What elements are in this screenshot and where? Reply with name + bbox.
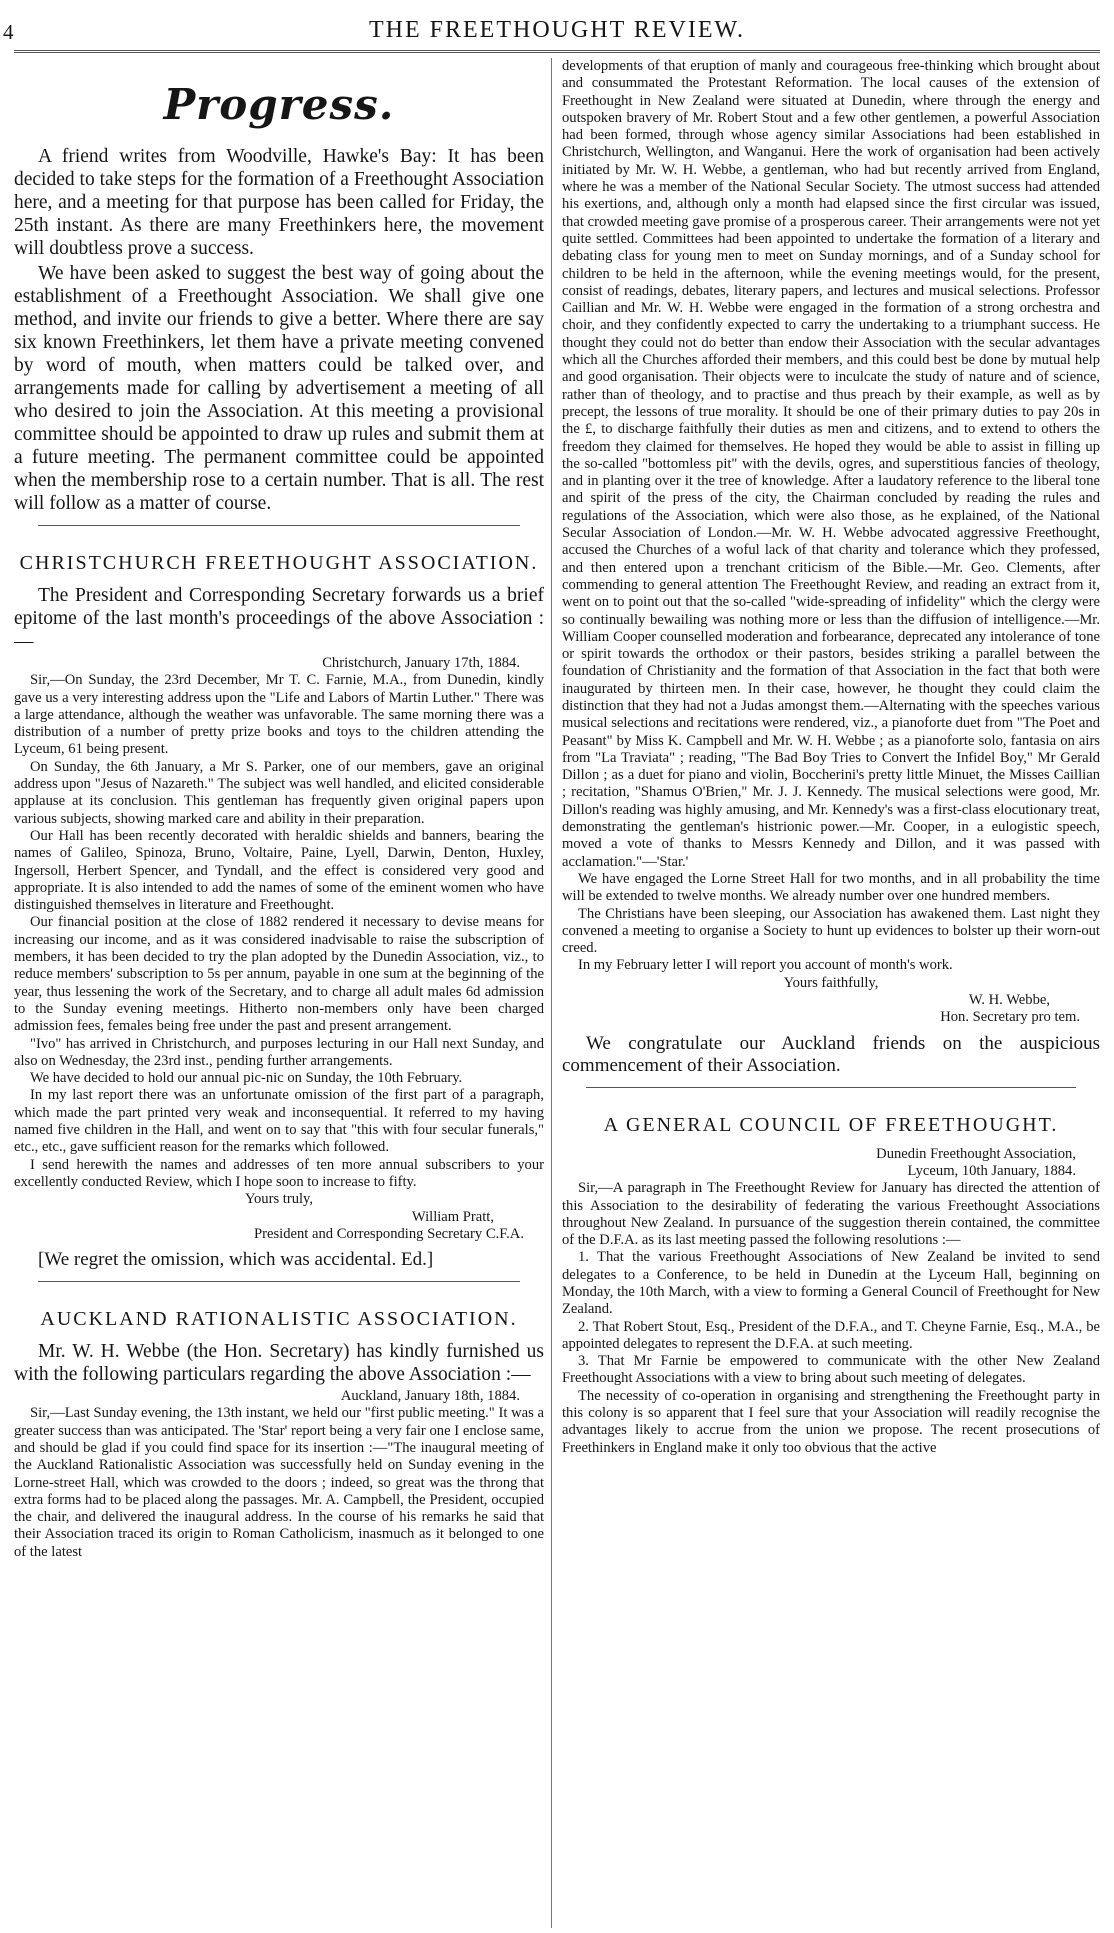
auckland-intro-block [14,1340,544,1386]
progress-title: Progress. [163,80,395,129]
letter-signer-title: Hon. Secretary pro tem. [940,1009,1080,1026]
christchurch-heading: CHRISTCHURCH FREETHOUGHT ASSOCIATION. [19,552,539,574]
letter-paragraph: On Sunday, the 6th January, a Mr S. Parker, one of our members, gave an original address upon "Jesus of Nazareth." The subject was well handled, and elicited considerable applause at its conclusion. This gentleman has frequently given original papers upon various subjects, showing marked care and ability in their preparation. [14,758,544,827]
council-dateline: Dunedin Freethought Association, [876,1145,1076,1162]
letter-paragraph: The necessity of co-operation in organising and strengthening the Freethought party in this colony is so apparent that I feel sure that your Association will readily recognise the advantages likely to accrue from the union we propose. The recent prosecutions of Freethinkers in England make it only too obvious that the active [562,1387,1100,1456]
page-number: 4 [3,20,14,44]
masthead: THE FREETHOUGHT REVIEW. [369,17,745,43]
letter-paragraph: developments of that eruption of manly and courageous free-thinking which brought about and consummated the Protestant Reformation. The local causes of the extension of Freethought in New Zealand were situated at Dunedin, where through the energy and outspoken bravery of Mr. Robert Stout and a few other gentlemen, a powerful Association had been formed, through whose agency similar Associations had been established in Christchurch, Wellington, and Wanganui. Here the work of organisation had been actively initiated by Mr. W. H. Webbe, a gentleman, who had but recently arrived from England, where he was a member of the National Secular Society. The utmost success had attended his exertions, and, although only a month had elapsed since the first circular was issued, that crowded meeting gave promise of a prosperous career. Their arrangements were not yet quite settled. Committees had been appointed to undertake the formation of a literary and debating class for young men to meet on Sunday mornings, and of a Sunday school for children to be held in the afternoon, while the evening meetings would, for the present, consist of readings, debates, literary papers, and lectures and musical selections. Professor Caillian and Mr. W. H. Webbe were engaged in the formation of a strong orchestra and choir, and they confidently expected to carry the undertaking to a triumphant success. He thought they could not do better than endow their Association with the secular advantages which all the Churches afforded their members, and this could best be done by mutual help and good organisation. Their objects were to inculcate the study of nature and of science, rather than of theology, and to practise and thus preach by their example, as well as by precept, the lessons of true morality. It should be one of their primary duties to pay 20s in the £, to discharge faithfully their duties as men and citizens, and to extend to others the freedom they claimed for themselves. He hoped they would be able to assist in filling up the so-called "bottomless pit" with the devils, ogres, and superstitious fancies of theology, and in planting over it the tree of knowledge. After a laudatory reference to the liberal tone and spirit of the press of the city, the Chairman concluded by reading the rules and regulations of the Association, which were also those, as he explained, of the National Secular Association of London.—Mr. W. H. Webbe advocated aggressive Freethought, accused the Churches of a woful lack of that charity and tolerance which they professed, and then entered upon a trenchant criticism of the Bible.—Mr. Geo. Clements, after commending to general attention The Freethought Review, and reading an extract from it, went on to point out that the so-called "wide-spreading of infidelity" which the clergy were so continually bewailing was nothing more or less than the diffusion of intelligence.—Mr. William Cooper counselled moderation and forbearance, deprecated any intolerance of tone or spirit towards the orthodox or their pastors, besides striking a parallel between the foundation of Christianity and the formation of that Association in the fact that both were inaugurated by thirteen men. In their case, however, he thought they could claim the distinction that they had not a Judas amongst them.—Alternating with the speeches various musical selections and recitations were rendered, viz., a pianoforte duet from "The Poet and Peasant" by Miss K. Campbell and Mr. W. H. Webbe ; as a pianoforte solo, fantasia on airs from "La Traviata" ; reading, "The Bad Boy Tries to Convert the Infidel Boy," Mr Gerald Dillon ; as a duet for piano and violin, Boccherini's pretty little Minuet, the Misses Caillian ; recitation, "Shamus O'Brien," Mr. J. J. Kennedy. The musical selections were good, Mr. Dillon's reading was highly amusing, and Mr. Kennedy's was a first-class elocutionary treat, demonstrating the gentleman's histrionic power.—Mr. Cooper, in a eulogistic speech, moved a vote of thanks to Messrs Kennedy and Dillon, and it was passed with acclamation."—'Star.' [562,58,1100,870]
progress-paragraph: We have been asked to suggest the best way of going about the establishment of a Freethought Association. We shall give one method, and invite our friends to give a better. Where there are say six known Freethinkers, let them have a private meeting convened by word of mouth, when matters could be talked over, and arrangements made for calling by advertisement a meeting of all who desired to join the Association. At this meeting a provisional committee should be appointed to draw up rules and submit them at a future meeting. The permanent committee could be appointed when the membership rose to a certain number. That is all. The rest will follow as a matter of course. [14,263,544,514]
resolution-item: 2. That Robert Stout, Esq., President of the D.F.A., and T. Cheyne Farnie, Esq., M.A., be appointed delegates to represent the D.F.A. at such meeting. [562,1318,1100,1352]
progress-article [14,145,544,515]
letter-paragraph: We have decided to hold our annual pic-nic on Sunday, the 10th February. [30,1070,463,1087]
section-rule [38,1281,520,1282]
progress-paragraph: A friend writes from Woodville, Hawke's Bay: It has been decided to take steps for the formation of a Freethought Association here, and a meeting for that purpose has been called for Friday, the 25th instant. As there are many Freethinkers here, the movement will doubtless prove a success. [14,146,544,259]
right-column [562,58,1100,1928]
editor-note: [We regret the omission, which was accidental. Ed.] [38,1249,434,1271]
letter-signer: William Pratt, [411,1208,494,1225]
masthead-rule [14,50,1100,53]
council-dateline: Lyceum, 10th January, 1884. [907,1162,1076,1179]
resolution-item: 1. That the various Freethought Associations of New Zealand be invited to send delegates to a Conference, to be held in Dunedin at the Lyceum Hall, beginning on Monday, the 10th March, with a view to forming a General Council of Freethought for New Zealand. [562,1249,1100,1318]
letter-paragraph: In my last report there was an unfortunate omission of the first part of a paragraph, which made the part printed very weak and inconsequential. It referred to my having named five children in the Hall, and went on to say that "this with four secular funerals," etc., etc., gave sufficient reason for the remarks which followed. [14,1087,544,1156]
left-column [14,58,544,1928]
christchurch-intro: The President and Corresponding Secretary forwards us a brief epitome of the last month's proceedings of the above Association :— [14,585,544,652]
council-heading: A GENERAL COUNCIL OF FREETHOUGHT. [603,1113,1059,1136]
christchurch-dateline: Christchurch, January 17th, 1884. [322,655,520,671]
column-divider [551,58,552,1928]
letter-paragraph: Sir,—On Sunday, the 23rd December, Mr T. C. Farnie, M.A., from Dunedin, kindly gave us a very interesting address upon the "Life and Labors of Martin Luther." There was a large attendance, although the weather was unfavorable. The same morning there was a distribution of a number of pretty prize books and toys to the children attending the Lyceum, 61 being present. [14,672,544,758]
letter-signer: W. H. Webbe, [968,992,1050,1009]
resolution-item: 3. That Mr Farnie be empowered to communicate with the other New Zealand Freethought Associations with a view to bring about such meeting of delegates. [562,1353,1100,1387]
letter-paragraph: "Ivo" has arrived in Christchurch, and purposes lecturing in our Hall next Sunday, and also on Wednesday, the 23rd inst., pending further arrangements. [14,1035,544,1069]
letter-paragraph: Sir,—Last Sunday evening, the 13th instant, we held our "first public meeting." It was a greater success than was anticipated. The 'Star' report being a very fair one I enclose same, and should be glad if you could find space for its insertion :—"The inaugural meeting of the Auckland Rationalistic Association was successfully held on Sunday evening in the Lorne-street Hall, which was crowded to the doors ; indeed, so great was the throng that extra forms had to be placed along the passages. Mr. A. Campbell, the President, occupied the chair, and delivered the inaugural address. In the course of his remarks he said that their Association traced its origin to Roman Catholicism, inasmuch as it belonged to one of the latest [14,1405,544,1560]
letter-paragraph: Sir,—A paragraph in The Freethought Review for January has directed the attention of this Association to the desirability of federating the various Freethought Associations throughout New Zealand. In pursuance of the suggestion therein contained, the committee of the D.F.A. as its last meeting passed the following resolutions :— [562,1180,1100,1249]
auckland-note: We congratulate our Auckland friends on the auspicious commencement of their Association. [562,1032,1100,1076]
letter-close: Yours truly, [244,1191,314,1208]
letter-paragraph: I send herewith the names and addresses of ten more annual subscribers to your excellently conducted Review, which I hope soon to increase to fifty. [14,1156,544,1190]
auckland-letter-continued [562,58,1100,1027]
section-rule [38,525,520,526]
section-rule [586,1087,1076,1088]
christchurch-letter [14,655,544,1243]
auckland-letter [14,1388,544,1561]
letter-close: Yours faithfully, [783,974,879,991]
letter-paragraph: Our Hall has been recently decorated with heraldic shields and banners, bearing the names of Galileo, Spinoza, Bruno, Voltaire, Paine, Lyell, Darwin, Denton, Huxley, Ingersoll, Herbert Spencer, and Tyndall, and the effect is considered very good and appropriate. It is also intended to add the names of some of the eminent women who have distinguished themselves in literature and Freethought. [14,827,544,914]
letter-paragraph: We have engaged the Lorne Street Hall for two months, and in all probability the time will be extended to twelve months. We already number over one hundred members. [562,870,1100,905]
auckland-dateline: Auckland, January 18th, 1884. [340,1388,520,1405]
letter-paragraph: In my February letter I will report you account of month's work. [578,957,953,974]
council-letter [562,1146,1100,1457]
letter-signer-title: President and Corresponding Secretary C.F.A. [254,1225,524,1242]
auckland-heading: AUCKLAND RATIONALISTIC ASSOCIATION. [40,1308,518,1331]
letter-paragraph: Our financial position at the close of 1882 rendered it necessary to devise means for increasing our income, and as it was considered inadvisable to raise the subscription of members, it has been decided to try the plan adopted by the Dunedin Association, viz., to reduce members' subscription to 5s per annum, payable in one sum at the beginning of the year, thus lessening the work of the Secretary, and to charge all adult males 6d admission to the Sunday evening meetings. Hitherto non-members only have been charged admission fees, females being free under the past and present arrangement. [14,914,544,1035]
christchurch-intro-block [14,584,544,653]
auckland-intro: Mr. W. H. Webbe (the Hon. Secretary) has kindly furnished us with the following particulars regarding the above Association :— [14,1341,544,1386]
letter-paragraph: The Christians have been sleeping, our Association has awakened them. Last night they convened a meeting to organise a Society to hunt up evidences to bolster up their worn-out creed. [562,905,1100,957]
